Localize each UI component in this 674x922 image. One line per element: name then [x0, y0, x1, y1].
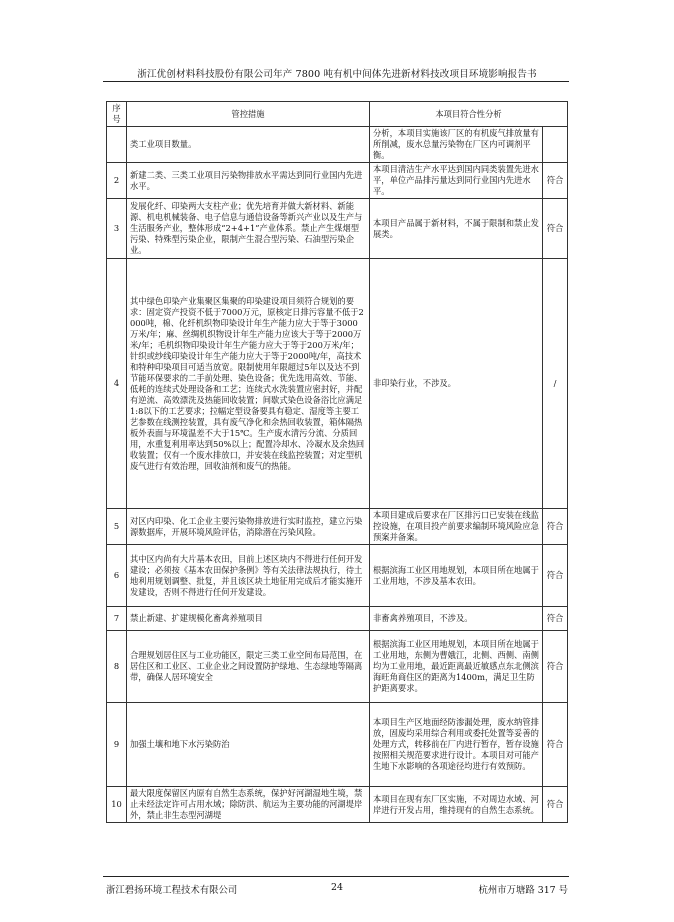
row-measure: 其中绿色印染产业集聚区集聚的印染建设项目须符合规划的要求：固定资产投资不低于7000万元，原核定日排污容量不低于2000吨，棉、化纤机织物印染设计年生产能力应大于等于3000万米/年；麻、丝绸机织物设计年生产能力应该大于等于2000万米/年；毛机织物印染设计年生产能力应大于等于200万米/年；针织或纱线印染设计年生产能力应大于等于2000吨/年，高技术和特种印染项目可适当放宽。限制使用年限超过5年以及达不到节能环保要求的二手前处理、染色设备；优先选用高效、节能、低耗的连续式处理设备和工艺；连续式水洗装置应密封好，并配有逆流、高效漂洗及热能回收装置；间歇式染色设备浴比应满足1:8以下的工艺要求；拉幅定型设备要具有稳定、湿度等主要工艺参数在线测控装置，具有废气净化和余热回收装置，箱体隔热板外表面与环境温差不大于15℃。生产废水清污分流、分质回用，水重复利用率达到50%以上；配置冷却水、冷凝水及余热回收装置；仅有一个废水排放口，并安装在线监控装置；对定型机废气进行有效治理，回收油剂和废气的热能。	[127, 259, 370, 509]
row-result: 符合	[543, 631, 568, 703]
row-number	[107, 127, 127, 163]
table-row	[107, 199, 568, 259]
row-result	[543, 127, 568, 163]
table-row	[107, 631, 568, 703]
table-row	[107, 787, 568, 823]
row-measure: 合理规划居住区与工业功能区，限定三类工业空间布局范围，在居住区和工业区、工业企业之间设置防护绿地、生态绿地等隔离带，确保人居环境安全	[127, 631, 370, 703]
header-no: 序号	[107, 102, 127, 127]
row-measure: 新建二类、三类工业项目污染物排放水平需达到同行业国内先进水平。	[127, 163, 370, 199]
row-number: 6	[107, 545, 127, 607]
header-divider	[103, 81, 569, 82]
report-header-title: 浙江优创材料科技股份有限公司年产 7800 吨有机中间体先进新材料技改项目环境影响报告书	[137, 69, 537, 80]
table-header-row	[107, 102, 568, 127]
row-analysis: 本项目建成后要求在厂区排污口已安装在线监控设施，在项目投产前要求编制环境风险应急预案并备案。	[370, 509, 543, 545]
table-row	[107, 127, 568, 163]
row-result: 符合	[543, 703, 568, 787]
table-row	[107, 509, 568, 545]
row-measure: 加强土壤和地下水污染防治	[127, 703, 370, 787]
row-number: 8	[107, 631, 127, 703]
row-analysis: 本项目生产区地面经防渗漏处理，废水纳管排放，固废均采用综合利用或委托处置等妥善的处理方式，转移前在厂内进行暂存，暂存设施按照相关规范要求进行设计。本项目对可能产生地下水影响的各项途径均进行有效预防。	[370, 703, 543, 787]
compliance-table	[106, 101, 568, 823]
page-number: 24	[331, 882, 343, 893]
row-number: 5	[107, 509, 127, 545]
row-measure: 类工业项目数量。	[127, 127, 370, 163]
table-row	[107, 607, 568, 631]
row-analysis: 本项目产品属于新材料，不属于限制和禁止发展类。	[370, 199, 543, 259]
header-analysis: 本项目符合性分析	[370, 102, 568, 127]
row-number: 4	[107, 259, 127, 509]
footer-address: 杭州市万塘路 317 号	[478, 885, 568, 896]
header-measure: 管控措施	[127, 102, 370, 127]
table-row	[107, 163, 568, 199]
row-result: 符合	[543, 163, 568, 199]
row-result: 符合	[543, 545, 568, 607]
table-row	[107, 259, 568, 509]
table-row	[107, 703, 568, 787]
row-number: 10	[107, 787, 127, 823]
row-measure: 对区内印染、化工企业主要污染物排放进行实时监控，建立污染源数据库，开展环境风险评估，消除潜在污染风险。	[127, 509, 370, 545]
row-analysis: 非畜禽养殖项目，不涉及。	[370, 607, 543, 631]
row-result: 符合	[543, 787, 568, 823]
row-result: /	[543, 259, 568, 509]
footer-divider	[103, 876, 569, 877]
table-row	[107, 545, 568, 607]
footer-company: 浙江碧扬环境工程技术有限公司	[106, 885, 238, 896]
row-analysis: 根据滨海工业区用地规划，本项目所在地属于工业用地，东侧为曹娥江，北侧、西侧、南侧均为工业用地，最近距离最近敏感点东北侧滨海旺角商住区的距离为1400m，满足卫生防护距离要求。	[370, 631, 543, 703]
row-number: 7	[107, 607, 127, 631]
row-analysis: 非印染行业，不涉及。	[370, 259, 543, 509]
row-analysis: 本项目清洁生产水平达到国内同类装置先进水平，单位产品排污量达到同行业国内先进水平。	[370, 163, 543, 199]
row-measure: 发展化纤、印染两大支柱产业；优先培育并做大新材料、新能源、机电机械装备、电子信息与通信设备等新兴产业以及生产与生活服务产业，整体形成“2+4+1”产业体系。禁止产生煤烟型污染、特殊型污染企业，限制产生混合型污染、石油型污染企业。	[127, 199, 370, 259]
row-number: 2	[107, 163, 127, 199]
row-analysis: 分析，本项目实施该厂区的有机废气排放量有所削减，废水总量污染物在厂区内可调剂平衡。	[370, 127, 543, 163]
row-result: 符合	[543, 607, 568, 631]
row-number: 3	[107, 199, 127, 259]
row-measure: 其中区内尚有大片基本农田，目前上述区块内不得进行任何开发建设；必须按《基本农田保护条例》等有关法律法规执行，待土地利用规划调整、批复，并且该区块土地征用完成后才能实施开发建设，否则不得进行任何开发建设。	[127, 545, 370, 607]
row-analysis: 根据滨海工业区用地规划，本项目所在地属于工业用地，不涉及基本农田。	[370, 545, 543, 607]
row-number: 9	[107, 703, 127, 787]
row-result: 符合	[543, 509, 568, 545]
row-result: 符合	[543, 199, 568, 259]
row-analysis: 本项目在现有东厂区实施，不对周边水域、河岸进行开发占用，维持现有的自然生态系统。	[370, 787, 543, 823]
row-measure: 禁止新建、扩建规模化畜禽养殖项目	[127, 607, 370, 631]
row-measure: 最大限度保留区内原有自然生态系统，保护好河湖湿地生境，禁止未经法定许可占用水域；除防洪、航运为主要功能的河湖堤岸外，禁止非生态型河湖堤	[127, 787, 370, 823]
